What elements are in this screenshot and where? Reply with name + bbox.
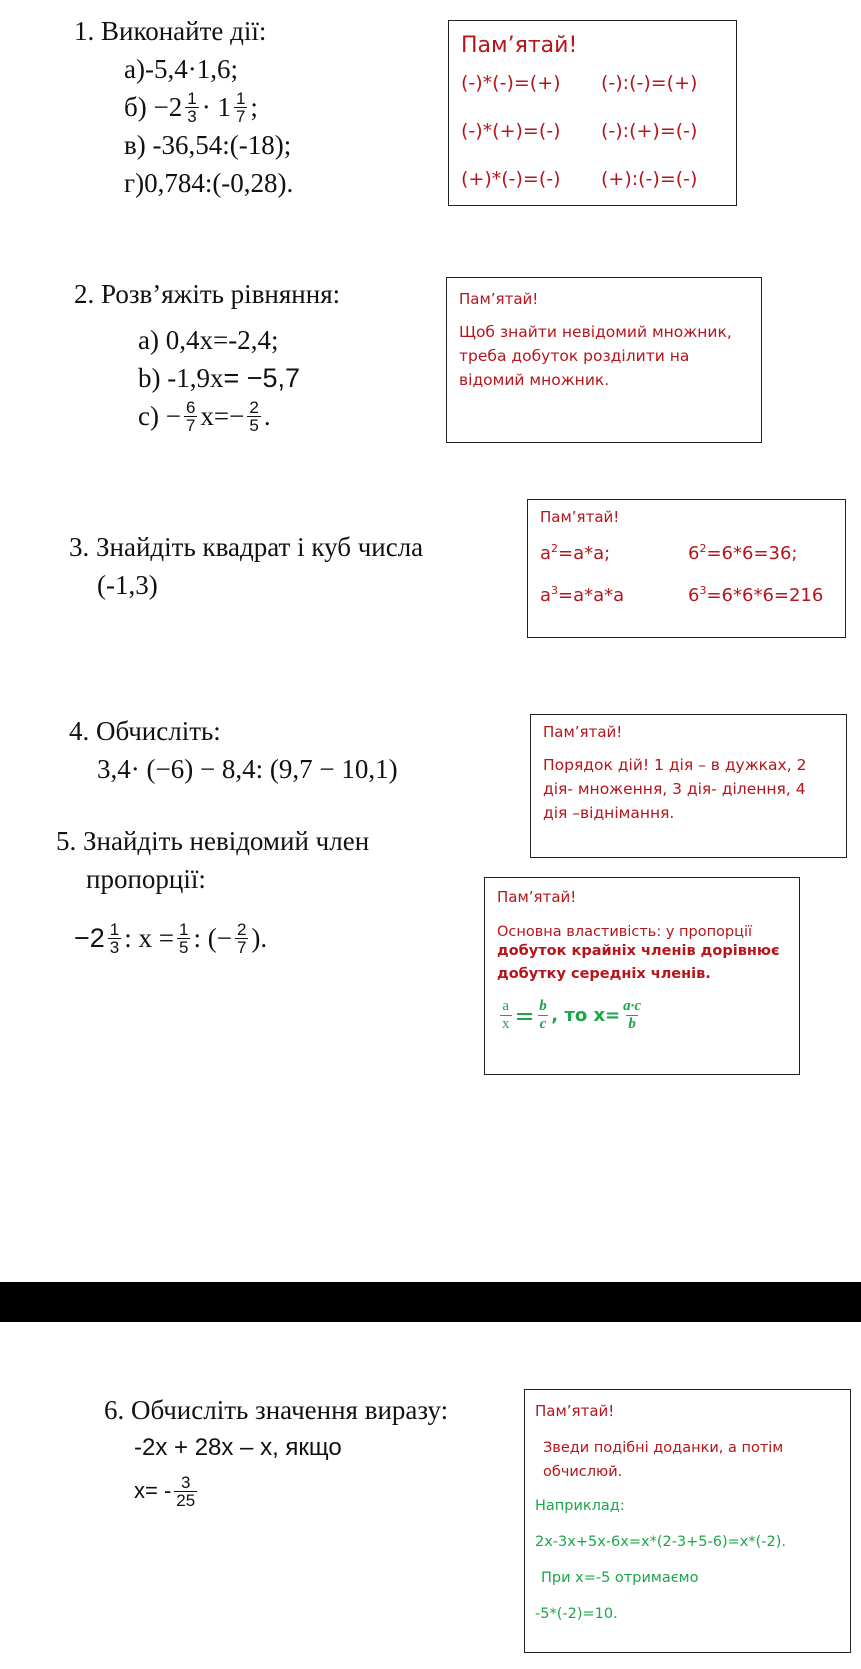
task-6-x-value: x= - $\frac{3}{25}$ [134,1472,196,1510]
sign-rule-row: (+)*(-)=(-) (+):(-)=(-) [461,168,698,190]
reminder-title: Пам’ятай! [497,888,577,906]
task-3-value: (-1,3) [97,570,158,600]
task-4-expression: 3,4· (−6) − 8,4: (9,7 − 10,1) [97,754,398,784]
black-separator-bar [0,1282,861,1322]
reminder-title: Пам’ятай! [459,290,539,308]
example-label: Наприклад: [535,1498,625,1514]
example-when: При х=-5 отримаємо [541,1570,699,1586]
task-1-title: 1. Виконайте дії: [74,16,267,46]
fraction: $\frac{1}{3}$ [187,88,197,126]
task-2-title: 2. Розв’яжіть рівняння: [74,279,341,309]
proportion-formula: $\frac{a}{x}$ = $\frac{b}{c}$ , то х= $\frac{a\cdot c}{b}$ [502,998,642,1032]
fraction: $\frac{1}{3}$ [109,919,120,957]
sign-rule-row: (-)*(+)=(-) (-):(+)=(-) [461,120,698,142]
fraction: $\frac{1}{5}$ [179,919,189,957]
task-6-expression: -2x + 28x – x, якщо [134,1434,342,1461]
power-row: $a^2=a*a$; $6^2=6*6=36$; [540,542,798,564]
reminder-text: Порядок дій! 1 дія – в дужках, 2 дія- множення, 3 дія- ділення, 4 дія –віднімання. [543,756,807,822]
task-2 [74,275,340,435]
task-5-proportion: −2 $\frac{1}{3}$ : х = $\frac{1}{5}$ : (− $\frac{2}{7}$ ). [74,919,268,957]
task-2-b: b) -1,9х = −5,7 [138,363,301,393]
reminder-title: Пам’ятай! [461,33,578,58]
reminder-text: Щоб знайти невідомий множник, треба добуток розділити на відомий множник. [459,323,732,389]
task-4-title: 4. Обчисліть: [69,716,221,746]
reminder-box-powers [527,499,846,638]
reminder-box-like-terms [524,1389,851,1653]
task-2-c: с) − $\frac{6}{7}$ х=− $\frac{2}{5}$ . [138,397,271,435]
reminder-text: Зведи подібні доданки, а потім обчислюй. [543,1440,784,1480]
task-2-a: а) 0,4х=-2,4; [138,325,279,355]
reminder-box-proportion [484,877,800,1075]
task-3 [69,528,423,604]
reminder-title: Пам’ятай! [535,1402,615,1420]
reminder-title: Пам’ятай! [543,723,623,741]
task-1-b: б) −2 $\frac{1}{3}$ · 1 $\frac{1}{7}$ ; [124,88,258,126]
reminder-box-signs [448,20,737,206]
fraction: $\frac{6}{7}$ [185,397,196,435]
reminder-title: Пам’ятай! [540,508,620,526]
example-result: -5*(-2)=10. [535,1606,618,1622]
task-1-d: г)0,784:(-0,28). [124,168,294,198]
task-3-title: 3. Знайдіть квадрат і куб числа [69,532,424,562]
task-5-title-2: пропорції: [86,864,206,894]
task-1-a: а)-5,4·1,6; [124,54,238,84]
task-6 [104,1391,448,1515]
task-4 [69,712,398,788]
sign-rule-row: (-)*(-)=(+) (-):(-)=(+) [461,72,698,94]
task-5-title: 5. Знайдіть невідомий член [56,826,370,856]
example-formula: 2x-3x+5x-6x=x*(2-3+5-6)=x*(-2). [535,1534,787,1550]
task-1 [74,12,293,202]
fraction: $\frac{3}{25}$ [176,1472,196,1510]
fraction: $\frac{2}{7}$ [236,919,247,957]
reminder-text: Основна властивість: у пропорції [497,924,753,940]
task-1-c: в) -36,54:(-18); [124,130,292,160]
power-row: $a^3=a*a*a$ $6^3=6*6*6=216$ [540,584,824,606]
fraction: $\frac{2}{5}$ [249,397,259,435]
fraction: $\frac{1}{7}$ [235,88,246,126]
reminder-box-order [530,714,847,858]
reminder-bold-text: добуток крайніх членів дорівнює добутку середніх членів. [497,943,780,982]
task-6-title: 6. Обчисліть значення виразу: [104,1395,449,1425]
reminder-box-equation [446,277,762,443]
task-5 [56,822,369,960]
